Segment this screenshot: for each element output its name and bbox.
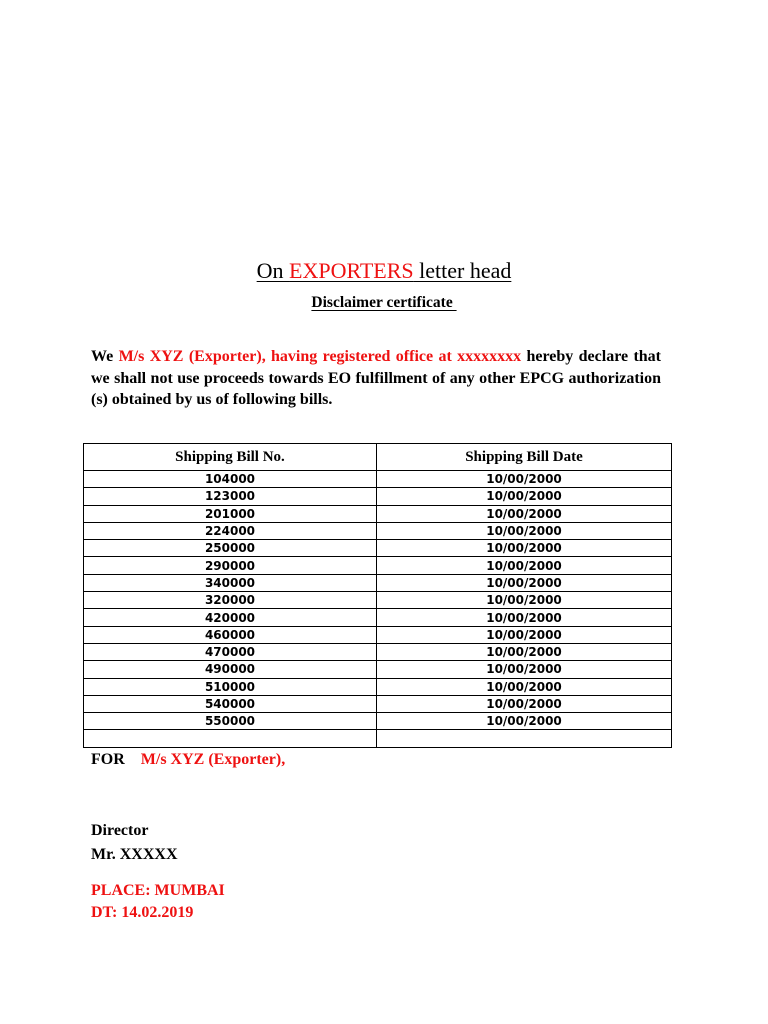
date-line: DT: 14.02.2019	[91, 904, 194, 921]
letterhead-company: EXPORTERS	[289, 258, 414, 283]
bill-date-cell: 10/00/2000	[377, 678, 672, 695]
for-company-line	[91, 749, 285, 771]
table-row	[84, 574, 672, 591]
bill-date-cell: 10/00/2000	[377, 471, 672, 488]
bill-date-cell: 10/00/2000	[377, 695, 672, 712]
bill-no-cell: 290000	[84, 557, 377, 574]
bill-date-cell: 10/00/2000	[377, 592, 672, 609]
bill-no-cell: 470000	[84, 643, 377, 660]
bill-date-cell: 10/00/2000	[377, 488, 672, 505]
table-row	[84, 522, 672, 539]
bill-no-cell: 320000	[84, 592, 377, 609]
table-row	[84, 540, 672, 557]
bill-no-cell: 550000	[84, 713, 377, 730]
table-row	[84, 609, 672, 626]
declaration-we: We	[91, 348, 119, 365]
table-row	[84, 678, 672, 695]
header-shipping-bill-no: Shipping Bill No.	[84, 444, 377, 471]
bill-date-cell: 10/00/2000	[377, 574, 672, 591]
letterhead-suffix: letter head	[413, 258, 512, 283]
place-line: PLACE: MUMBAI	[91, 882, 225, 899]
bill-date-cell: 10/00/2000	[377, 713, 672, 730]
for-company: M/s XYZ (Exporter),	[140, 751, 286, 768]
shipping-bills-table	[83, 443, 672, 748]
bill-no-cell: 510000	[84, 678, 377, 695]
letterhead-prefix: On	[256, 258, 290, 283]
bill-date-cell: 10/00/2000	[377, 557, 672, 574]
bill-date-cell: 10/00/2000	[377, 505, 672, 522]
table-row	[84, 626, 672, 643]
bill-date-cell: 10/00/2000	[377, 540, 672, 557]
table-row	[84, 661, 672, 678]
bill-no-cell	[84, 730, 377, 747]
bill-no-cell: 540000	[84, 695, 377, 712]
letterhead-text	[257, 258, 512, 283]
for-label: FOR	[91, 751, 125, 768]
bill-no-cell: 250000	[84, 540, 377, 557]
table-header-row	[84, 444, 672, 471]
table-row	[84, 695, 672, 712]
signatory-name: Mr. XXXXX	[91, 846, 178, 863]
bill-date-cell	[377, 730, 672, 747]
bill-date-cell: 10/00/2000	[377, 626, 672, 643]
declaration-exporter-clause: M/s XYZ (Exporter), having registered office at xxxxxxxx	[118, 348, 522, 365]
certificate-title	[0, 292, 768, 314]
bill-no-cell: 224000	[84, 522, 377, 539]
table-row	[84, 557, 672, 574]
bill-no-cell: 201000	[84, 505, 377, 522]
bill-no-cell: 104000	[84, 471, 377, 488]
header-shipping-bill-date: Shipping Bill Date	[377, 444, 672, 471]
table-row	[84, 592, 672, 609]
table-row-empty	[84, 730, 672, 747]
table-row	[84, 471, 672, 488]
table-body	[84, 471, 672, 748]
letterhead-line	[0, 256, 768, 286]
bill-no-cell: 340000	[84, 574, 377, 591]
bill-date-cell: 10/00/2000	[377, 609, 672, 626]
declaration-body: hereby declare that we shall not use proceeds towards EO fulfillment of any other EPCG authorization (s) obtained by us of following bills.	[91, 348, 662, 408]
bill-date-cell: 10/00/2000	[377, 661, 672, 678]
table-row	[84, 643, 672, 660]
bill-no-cell: 123000	[84, 488, 377, 505]
table-row	[84, 713, 672, 730]
table-row	[84, 488, 672, 505]
certificate-title-text: Disclaimer certificate	[311, 294, 457, 311]
table-row	[84, 505, 672, 522]
declaration-paragraph	[91, 346, 661, 411]
bill-no-cell: 490000	[84, 661, 377, 678]
signatory-role: Director	[91, 822, 149, 839]
bill-date-cell: 10/00/2000	[377, 522, 672, 539]
bill-no-cell: 460000	[84, 626, 377, 643]
bill-date-cell: 10/00/2000	[377, 643, 672, 660]
bill-no-cell: 420000	[84, 609, 377, 626]
